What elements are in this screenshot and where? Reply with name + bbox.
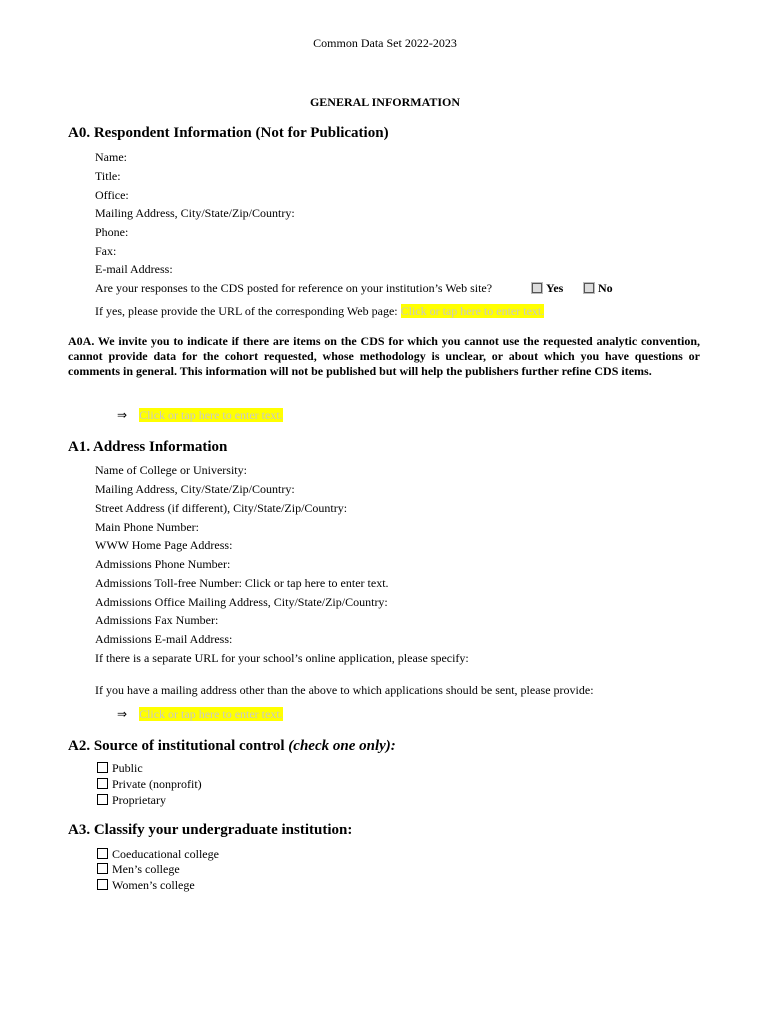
yes-checkbox[interactable] [532, 283, 542, 293]
url-row [95, 304, 544, 319]
option-womens[interactable] [97, 878, 195, 893]
page-header: Common Data Set 2022-2023 [313, 36, 457, 50]
checkbox[interactable] [97, 762, 108, 773]
option-label: Coeducational college [112, 847, 219, 861]
a2-heading-text: A2. Source of institutional control [68, 738, 289, 754]
no-option[interactable] [584, 281, 613, 296]
a1-field: Mailing Address, City/State/Zip/Country: [95, 482, 295, 496]
field-mailing-address: Mailing Address, City/State/Zip/Country: [95, 206, 295, 220]
arrow-icon: ⇒ [117, 707, 128, 721]
a1-field: Admissions Fax Number: [95, 613, 219, 627]
checkbox[interactable] [97, 794, 108, 805]
a1-field: Street Address (if different), City/State/Zip/Country: [95, 501, 348, 515]
checkbox[interactable] [97, 879, 108, 890]
a3-heading: A3. Classify your undergraduate institution: [68, 822, 353, 838]
alt-mailing-input[interactable]: Click or tap here to enter text. [139, 707, 283, 721]
url-label: If yes, please provide the URL of the corresponding Web page: [95, 304, 398, 318]
web-posting-question: Are your responses to the CDS posted for reference on your institution’s Web site? [95, 281, 493, 295]
url-input[interactable]: Click or tap here to enter text. [400, 304, 545, 318]
field-email: E-mail Address: [95, 262, 173, 276]
a2-heading [68, 737, 396, 755]
a1-field: If there is a separate URL for your school’s online application, please specify: [95, 651, 469, 665]
checkbox[interactable] [97, 778, 108, 789]
checkbox[interactable] [97, 848, 108, 859]
a1-field: Admissions E-mail Address: [95, 632, 233, 646]
a1-field: Admissions Toll-free Number: Click or tap here to enter text. [95, 576, 389, 590]
a0a-paragraph: A0A. We invite you to indicate if there are items on the CDS for which you cannot use the requested analytic convention, cannot provide data for the cohort requested, whose methodology is unclear, or about which you have questions or comments in general. This information will not be published but will help the publishers further refine CDS items. [68, 334, 700, 378]
option-proprietary[interactable] [97, 793, 166, 808]
field-office: Office: [95, 188, 129, 202]
field-title: Title: [95, 169, 121, 183]
a0-heading: A0. Respondent Information (Not for Publication) [68, 125, 389, 141]
a1-field: Main Phone Number: [95, 520, 199, 534]
a1-field: Admissions Phone Number: [95, 557, 231, 571]
checkbox[interactable] [97, 863, 108, 874]
a0a-comments-input[interactable]: Click or tap here to enter text. [139, 408, 283, 422]
option-label: Proprietary [112, 793, 166, 807]
option-public[interactable] [97, 761, 143, 776]
a2-heading-note: (check one only): [288, 738, 396, 754]
alt-mailing-question: If you have a mailing address other than the above to which applications should be sent, please provide: [95, 683, 594, 697]
field-name: Name: [95, 150, 127, 164]
a1-input-row [117, 707, 283, 722]
field-phone: Phone: [95, 225, 129, 239]
option-label: Women’s college [112, 878, 195, 892]
section-title: GENERAL INFORMATION [309, 95, 461, 109]
field-fax: Fax: [95, 244, 117, 258]
a1-field: Name of College or University: [95, 463, 247, 477]
a1-field: WWW Home Page Address: [95, 538, 233, 552]
a1-heading: A1. Address Information [68, 439, 228, 455]
a1-field: Admissions Office Mailing Address, City/State/Zip/Country: [95, 595, 388, 609]
yes-option[interactable] [532, 281, 563, 296]
option-label: Private (nonprofit) [112, 777, 202, 791]
option-label: Public [112, 761, 143, 775]
option-mens[interactable] [97, 862, 180, 877]
option-label: Men’s college [112, 862, 180, 876]
no-label: No [598, 281, 613, 295]
a0a-input-row [117, 408, 283, 423]
arrow-icon: ⇒ [117, 408, 128, 422]
no-checkbox[interactable] [584, 283, 594, 293]
option-private[interactable] [97, 777, 202, 792]
yes-label: Yes [546, 281, 564, 295]
option-coed[interactable] [97, 847, 219, 862]
